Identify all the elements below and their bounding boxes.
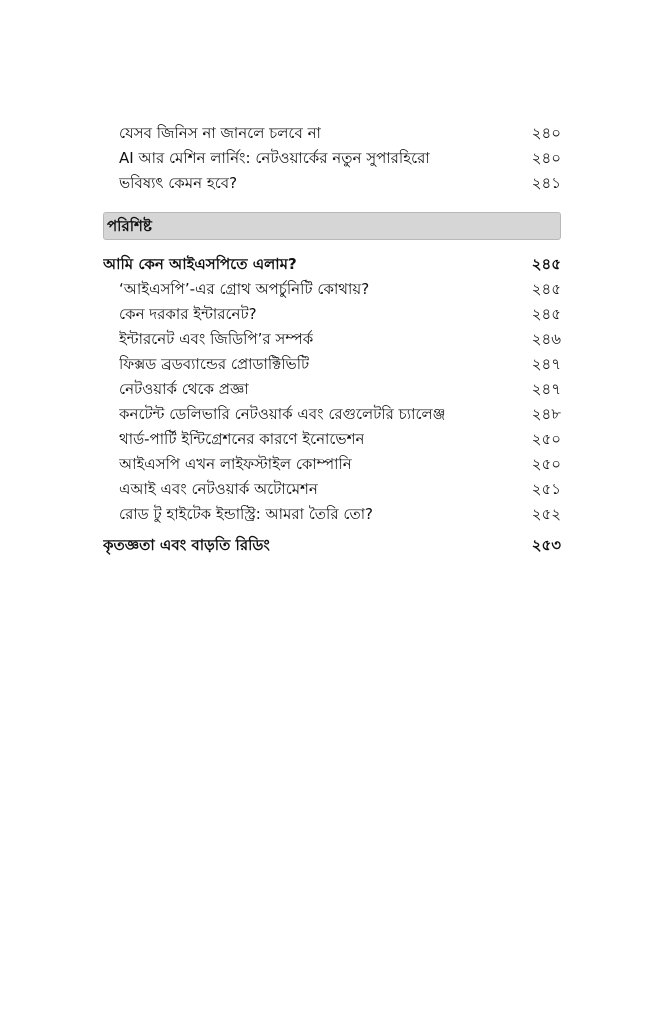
section-heading-appendix: পরিশিষ্ট <box>103 212 561 240</box>
toc-entry-page: ২৪৭ <box>531 355 561 373</box>
toc-entry-page: ২৪০ <box>531 149 561 167</box>
toc-entry-page: ২৪১ <box>531 174 561 192</box>
toc-entry-page: ২৪৬ <box>531 330 561 348</box>
toc-chapter-page: ২৫৩ <box>531 536 561 554</box>
toc-entry-title: এআই এবং নেটওয়ার্ক অটোমেশন <box>119 480 318 498</box>
table-of-contents <box>103 121 561 558</box>
toc-entry-page: ২৪৭ <box>531 380 561 398</box>
toc-entry-title: ইন্টারনেট এবং জিডিপি’র সম্পর্ক <box>119 330 314 348</box>
toc-chapter-title: আমি কেন আইএসপিতে এলাম? <box>103 255 297 273</box>
toc-entry-title: আইএসপি এখন লাইফস্টাইল কোম্পানি <box>119 455 352 473</box>
toc-entry-title: রোড টু হাইটেক ইন্ডাস্ট্রি: আমরা তৈরি তো? <box>119 505 374 523</box>
toc-entry <box>103 302 561 327</box>
toc-entry-title: AI আর মেশিন লার্নিং: নেটওয়ার্কের নতুন সুপারহিরো <box>119 149 430 167</box>
toc-chapter-title: কৃতজ্ঞতা এবং বাড়তি রিডিং <box>103 536 270 554</box>
toc-entry <box>103 277 561 302</box>
toc-entry-future <box>103 171 561 196</box>
toc-entry-title: ফিক্সড ব্রডব্যান্ডের প্রোডাক্টিভিটি <box>119 355 310 373</box>
toc-entry-page: ২৫২ <box>531 505 561 523</box>
toc-chapter-why-isp <box>103 252 561 277</box>
toc-entry <box>103 402 561 427</box>
toc-entry-title: কেন দরকার ইন্টারনেট? <box>119 305 257 323</box>
toc-entry-page: ২৪০ <box>531 124 561 142</box>
toc-entry-page: ২৪৮ <box>531 405 561 423</box>
toc-entry-title: ভবিষ্যৎ কেমন হবে? <box>119 174 238 192</box>
toc-entry <box>103 452 561 477</box>
toc-entry-title: থার্ড-পার্টি ইন্টিগ্রেশনের কারণে ইনোভেশন <box>119 430 365 448</box>
toc-entry <box>103 427 561 452</box>
toc-entry <box>103 352 561 377</box>
toc-entry <box>103 502 561 527</box>
toc-entry-ai-ml <box>103 146 561 171</box>
toc-entry-page: ২৫০ <box>531 430 561 448</box>
toc-entry <box>103 327 561 352</box>
toc-entry-page: ২৪৫ <box>531 305 561 323</box>
toc-entry <box>103 477 561 502</box>
toc-entry-page: ২৫১ <box>531 480 561 498</box>
toc-entry <box>103 377 561 402</box>
toc-entry-page: ২৫০ <box>531 455 561 473</box>
toc-chapter-page: ২৪৫ <box>531 255 561 273</box>
toc-entry-page: ২৪৫ <box>531 280 561 298</box>
toc-entry-title: ‘আইএসপি’-এর গ্রোথ অপর্চুনিটি কোথায়? <box>119 280 370 298</box>
toc-entry-title: যেসব জিনিস না জানলে চলবে না <box>119 124 321 142</box>
toc-chapter-acknowledgements <box>103 533 561 558</box>
toc-entry-title: কনটেন্ট ডেলিভারি নেটওয়ার্ক এবং রেগুলেটরি চ্যালেঞ্জ <box>119 405 446 423</box>
toc-entry-things-to-know <box>103 121 561 146</box>
toc-entry-title: নেটওয়ার্ক থেকে প্রজ্ঞা <box>119 380 249 398</box>
